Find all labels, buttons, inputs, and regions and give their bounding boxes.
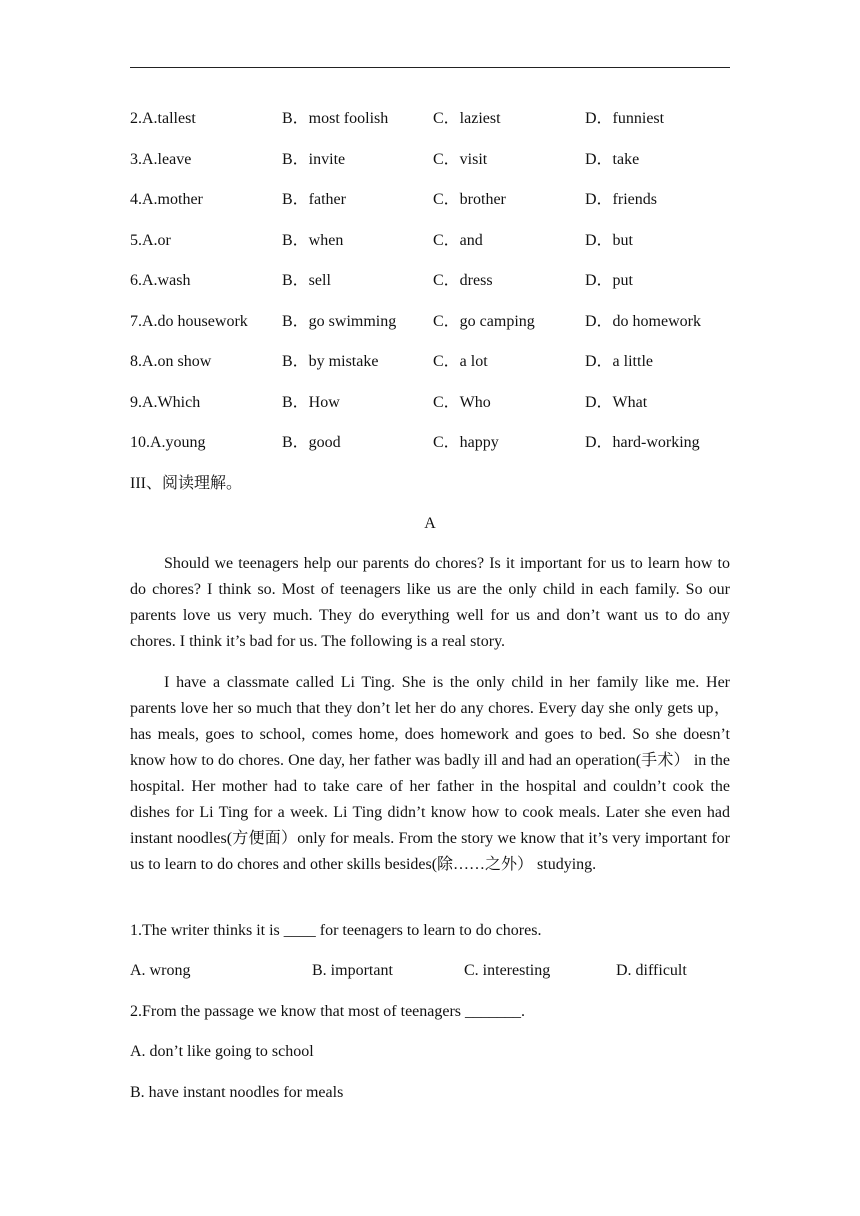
- option-b: B．go swimming: [282, 313, 397, 330]
- option-c: C．Who: [433, 394, 491, 411]
- option-d: D．a little: [585, 353, 653, 370]
- option-row-6: [130, 269, 730, 293]
- question-1-options: [130, 959, 730, 983]
- option-d: D．hard-working: [585, 434, 700, 451]
- option-row-2: [130, 107, 730, 131]
- option-c: C．visit: [433, 151, 488, 168]
- option-d: D．do homework: [585, 313, 701, 330]
- option-row-8: [130, 350, 730, 374]
- option-b: B．most foolish: [282, 110, 389, 127]
- option-d: D．funniest: [585, 110, 665, 127]
- option-b: B．when: [282, 232, 344, 249]
- question-1-option-b: B. important: [312, 962, 393, 979]
- option-d: D．What: [585, 394, 648, 411]
- option-a: 6.A.wash: [130, 272, 191, 289]
- section-heading: III、阅读理解。: [130, 475, 242, 492]
- option-c: C．go camping: [433, 313, 535, 330]
- option-a: 4.A.mother: [130, 191, 203, 208]
- question-2-stem: 2.From the passage we know that most of teenagers _______.: [130, 1003, 526, 1020]
- question-1-option-a: A. wrong: [130, 962, 191, 979]
- option-row-9: [130, 391, 730, 415]
- option-a: 7.A.do housework: [130, 313, 248, 330]
- option-c: C．brother: [433, 191, 506, 208]
- question-1-option-c: C. interesting: [464, 962, 551, 979]
- question-2-option-b: B. have instant noodles for meals: [130, 1084, 344, 1101]
- option-row-7: [130, 310, 730, 334]
- option-d: D．friends: [585, 191, 657, 208]
- option-b: B．How: [282, 394, 340, 411]
- option-b: B．by mistake: [282, 353, 379, 370]
- passage-label: A: [424, 515, 436, 532]
- option-d: D．but: [585, 232, 634, 249]
- option-a: 2.A.tallest: [130, 110, 196, 127]
- option-d: D．take: [585, 151, 640, 168]
- option-c: C．happy: [433, 434, 499, 451]
- passage-paragraph-2: I have a classmate called Li Ting. She is the only child in her family like me. Her parents love her so much that they don’t let her do any chores. Every day she only gets up，has meals, goes to school, comes home, does homework and goes to bed. So she doesn’t know how to do chores. One day, her father was badly ill and had an operation(手术） in the hospital. Her mother had to take care of her father in the hospital and couldn’t cook the dishes for Li Ting for a week. Li Ting didn’t know how to cook meals. Later she even had instant noodles(方便面）only for meals. From the story we know that it’s very important for us to learn to do chores and other skills besides(除……之外） studying.: [130, 674, 730, 873]
- header-rule: [130, 67, 730, 68]
- option-row-5: [130, 229, 730, 253]
- passage-paragraph-1: Should we teenagers help our parents do chores? Is it important for us to learn how to do chores? I think so. Most of teenagers like us are the only child in each family. So our parents love us very much. They do everything well for us and don’t want us to do any chores. I think it’s bad for us. The following is a real story.: [130, 555, 730, 650]
- option-b: B．sell: [282, 272, 331, 289]
- option-b: B．father: [282, 191, 346, 208]
- question-2-option-a: A. don’t like going to school: [130, 1043, 314, 1060]
- question-1-option-d: D. difficult: [616, 962, 687, 979]
- option-b: B．invite: [282, 151, 346, 168]
- option-a: 10.A.young: [130, 434, 206, 451]
- option-c: C．and: [433, 232, 483, 249]
- option-a: 3.A.leave: [130, 151, 192, 168]
- option-c: C．laziest: [433, 110, 501, 127]
- option-row-4: [130, 188, 730, 212]
- option-b: B．good: [282, 434, 341, 451]
- option-c: C．a lot: [433, 353, 488, 370]
- option-a: 9.A.Which: [130, 394, 201, 411]
- question-1-stem: 1.The writer thinks it is ____ for teenagers to learn to do chores.: [130, 922, 542, 939]
- option-c: C．dress: [433, 272, 493, 289]
- option-d: D．put: [585, 272, 634, 289]
- option-row-10: [130, 431, 730, 455]
- option-a: 8.A.on show: [130, 353, 212, 370]
- option-row-3: [130, 148, 730, 172]
- option-a: 5.A.or: [130, 232, 171, 249]
